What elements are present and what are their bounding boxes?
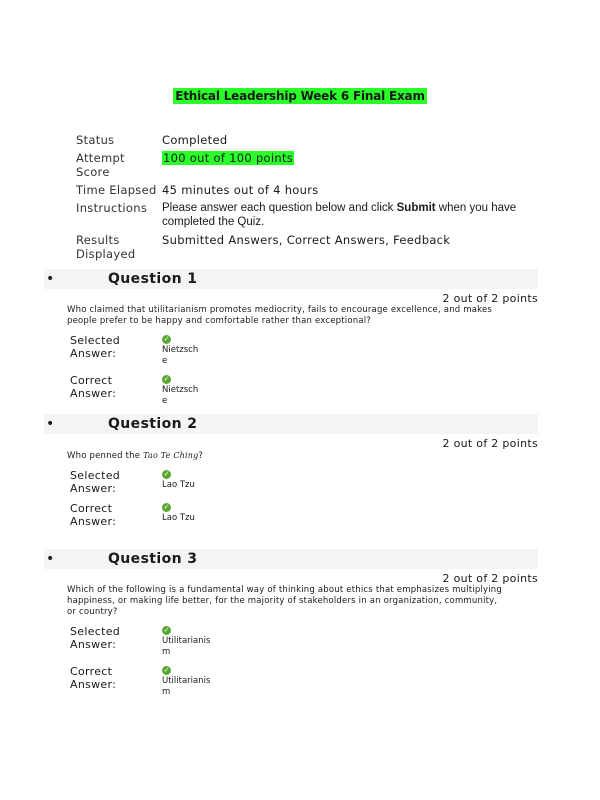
selected-answer-value: Nietzsche (162, 345, 199, 366)
bullet-icon: • (46, 551, 55, 567)
bullet-icon: • (46, 416, 55, 432)
check-circle-icon: ✓ (163, 335, 170, 343)
correct-answer-row (70, 665, 538, 698)
selected-answer-row (70, 469, 538, 495)
question-text: Who claimed that utilitarianism promotes mediocrity, fails to encourage excellence, and makes people prefer to be happy and comfortable rather than exceptional? (67, 305, 493, 326)
exam-title (0, 85, 600, 104)
check-circle-icon: ✓ (163, 666, 170, 674)
correct-answer-label: Correct Answer: (70, 374, 117, 400)
correct-answer-label: Correct Answer: (70, 665, 117, 691)
status-row (76, 133, 546, 147)
question-text: Which of the following is a fundamental way of thinking about ethics that emphasizes multiplying happiness, or making life better, for the majority of stakeholders in an organization, community, or country? (67, 585, 502, 617)
selected-answer-label: Selected Answer: (70, 469, 121, 495)
question-text: Who penned the Tao Te Ching? (67, 451, 204, 461)
results-displayed-value: Submitted Answers, Correct Answers, Feedback (162, 233, 451, 247)
question-header (44, 414, 538, 434)
results-displayed-label: Results Displayed (76, 233, 136, 261)
submit-word: Submit (396, 202, 436, 214)
selected-answer-value: Utilitarianism (162, 636, 211, 657)
question-header (44, 269, 538, 289)
status-label: Status (76, 133, 115, 147)
check-circle-icon: ✓ (163, 375, 170, 383)
time-elapsed-label: Time Elapsed (76, 183, 157, 197)
selected-answer-label: Selected Answer: (70, 334, 121, 360)
time-elapsed-row (76, 183, 546, 197)
question-title: Question 1 (108, 271, 198, 287)
instructions-value: Please answer each question below and click Submit when you have completed the Quiz. (162, 202, 517, 228)
question-2 (44, 414, 538, 528)
bullet-icon: • (46, 271, 55, 287)
attempt-score-label: Attempt Score (76, 151, 125, 179)
check-circle-icon: ✓ (163, 470, 170, 478)
question-title: Question 3 (108, 551, 198, 567)
correct-answer-row (70, 374, 538, 407)
book-title: Tao Te Ching (143, 451, 199, 460)
status-value: Completed (162, 133, 228, 147)
check-circle-icon: ✓ (163, 626, 170, 634)
exam-title-text: Ethical Leadership Week 6 Final Exam (175, 89, 425, 103)
time-elapsed-value: 45 minutes out of 4 hours (162, 183, 319, 197)
attempt-summary (76, 133, 546, 265)
instructions-label: Instructions (76, 201, 148, 215)
correct-answer-row (70, 502, 538, 528)
correct-answer-label: Correct Answer: (70, 502, 117, 528)
question-points: 2 out of 2 points (442, 572, 538, 585)
question-header (44, 549, 538, 569)
instructions-row (76, 201, 546, 229)
selected-answer-label: Selected Answer: (70, 625, 121, 651)
check-circle-icon: ✓ (163, 503, 170, 511)
correct-answer-value: Nietzsche (162, 385, 199, 406)
selected-answer-row (70, 625, 538, 658)
question-1 (44, 269, 538, 407)
selected-answer-row (70, 334, 538, 367)
question-points: 2 out of 2 points (442, 437, 538, 450)
question-3 (44, 549, 538, 698)
attempt-score-value: 100 out of 100 points (163, 151, 294, 165)
attempt-score-row (76, 151, 546, 179)
question-title: Question 2 (108, 416, 198, 432)
selected-answer-value: Lao Tzu (162, 480, 195, 490)
results-displayed-row (76, 233, 546, 261)
question-points: 2 out of 2 points (442, 292, 538, 305)
correct-answer-value: Lao Tzu (162, 513, 195, 523)
correct-answer-value: Utilitarianism (162, 676, 211, 697)
